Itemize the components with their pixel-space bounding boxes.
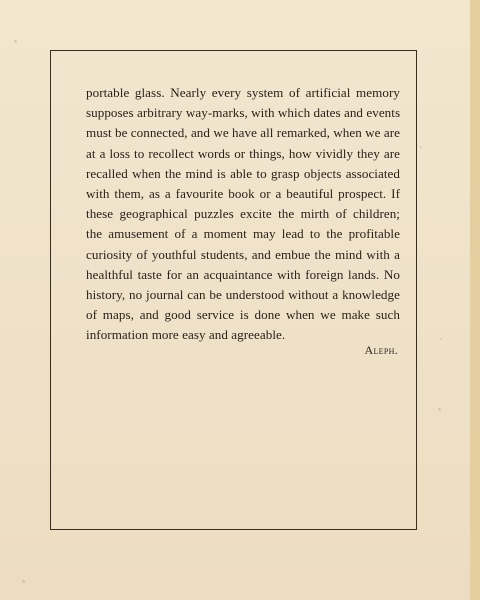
body-text bbox=[86, 83, 400, 345]
paper-spot bbox=[420, 146, 422, 148]
paper-spot bbox=[438, 408, 441, 411]
text-line: portable glass. Nearly every system of artificial memory bbox=[86, 85, 400, 100]
text-line: supposes arbitrary way-marks, with which dates and events bbox=[86, 105, 401, 121]
author-signature: Aleph. bbox=[364, 343, 398, 357]
text-line: at a loss to recollect words or things, how vividly they are bbox=[86, 145, 400, 161]
text-line: history, no journal can be understood without a knowledge bbox=[86, 286, 400, 302]
text-line: the amusement of a moment may lead to the profitable bbox=[86, 226, 400, 242]
paper-spot bbox=[22, 580, 25, 583]
paper-spot bbox=[440, 338, 442, 340]
text-line: with them, as a favourite book or a beautiful prospect. If bbox=[86, 185, 400, 201]
text-line: information more easy and agreeable. bbox=[86, 327, 286, 343]
text-line: curiosity of youthful students, and embue the mind with a bbox=[86, 246, 400, 262]
text-line: must be connected, and we have all remarked, when we are bbox=[86, 125, 400, 141]
text-line: of maps, and good service is done when we make such bbox=[86, 307, 400, 323]
paper-spot bbox=[14, 40, 17, 43]
text-line: these geographical puzzles excite the mirth of children; bbox=[86, 206, 400, 222]
text-line: recalled when the mind is able to grasp objects associated bbox=[86, 165, 400, 181]
text-line: healthful taste for an acquaintance with foreign lands. No bbox=[86, 266, 400, 282]
page-edge bbox=[470, 0, 480, 600]
